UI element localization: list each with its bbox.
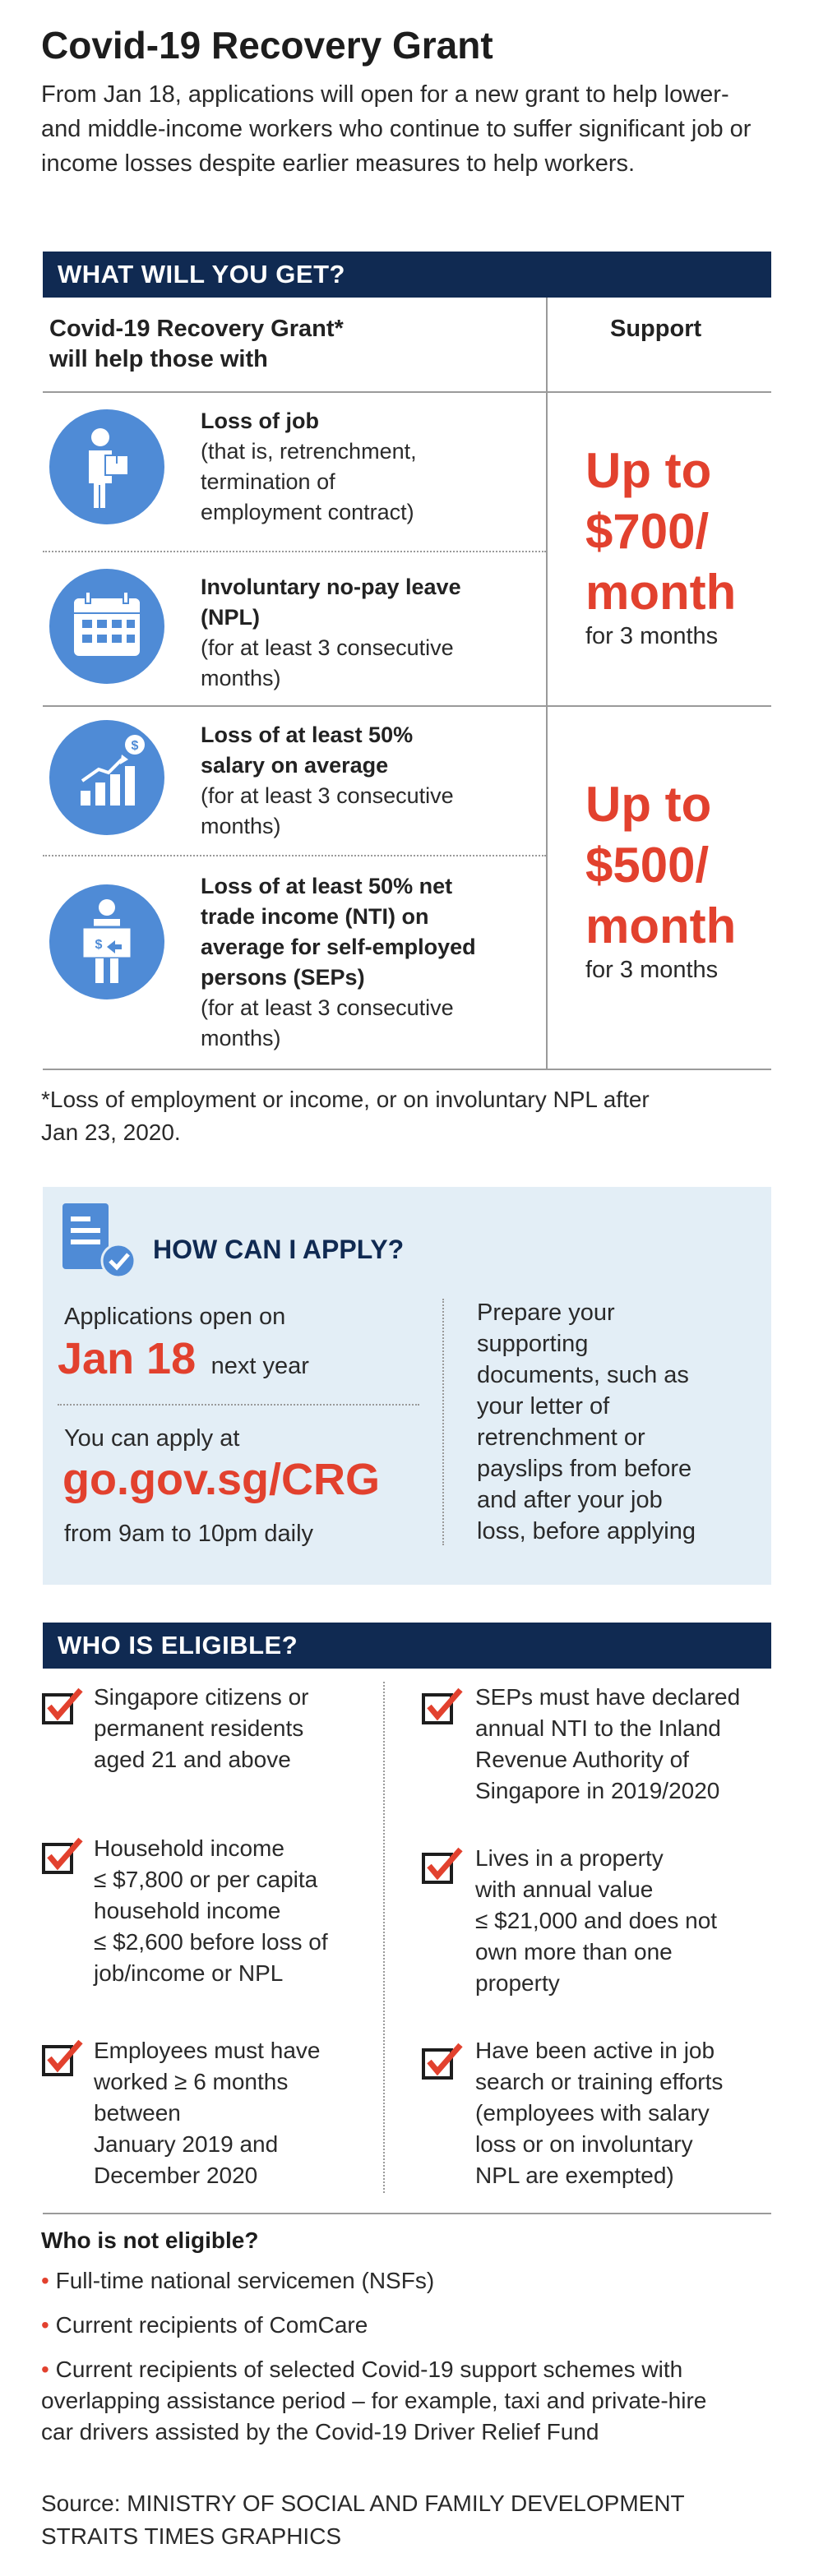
table-bottom-divider — [43, 1069, 771, 1070]
eligible-sep-declared-nti: SEPs must have declared annual NTI to the Inland Revenue Authority of Singapore in 2019/2020 — [475, 1684, 741, 1803]
not-eligible-list — [41, 2265, 773, 2448]
apply-date-suffix: next year — [210, 1353, 309, 1379]
checkbox-icon — [41, 2038, 84, 2078]
eligible-household-income: Household income ≤ $7,800 or per capita household income ≤ $2,600 before loss of job/income or NPL — [94, 1835, 328, 1986]
worker-box-icon — [49, 409, 164, 524]
footnote: *Loss of employment or income, or on involuntary NPL after Jan 23, 2020. — [41, 1087, 650, 1145]
page-title: Covid-19 Recovery Grant — [41, 24, 493, 67]
intro-text: From Jan 18, applications will open for a new grant to help lower- and middle-income workers who continue to suffer significant job or income losses despite earlier measures to help workers. — [41, 81, 752, 177]
item-salary-loss: Loss of at least 50% salary on average (for at least 3 consecutive months) — [201, 722, 454, 838]
applications-open-label: Applications open on — [64, 1304, 286, 1330]
apply-heading: HOW CAN I APPLY? — [153, 1235, 405, 1264]
apply-hours: from 9am to 10pm daily — [64, 1521, 314, 1547]
not-eligible-heading: Who is not eligible? — [41, 2227, 259, 2253]
source-credit: Source: MINISTRY OF SOCIAL AND FAMILY DEVELOPMENT STRAITS TIMES GRAPHICS — [41, 2491, 685, 2549]
header-divider — [43, 391, 771, 393]
eligible-section-bar: WHO IS ELIGIBLE? — [43, 1623, 771, 1669]
list-item: • Current recipients of selected Covid-19 support schemes with overlapping assistance period – for example, taxi and private-hire car drivers assisted by the Covid-19 Driver Relief Fund — [41, 2357, 707, 2444]
row-divider — [43, 551, 546, 552]
svg-text:$: $ — [95, 938, 103, 952]
document-check-icon — [61, 1202, 143, 1281]
row-divider — [43, 855, 546, 856]
checkbox-icon — [41, 1836, 84, 1876]
self-employed-icon — [49, 884, 164, 999]
declining-chart-icon — [49, 720, 164, 835]
apply-url-link[interactable]: go.gov.sg/CRG — [62, 1455, 380, 1504]
eligible-employment-period: Employees must have worked ≥ 6 months between January 2019 and December 2020 — [94, 2038, 321, 2188]
checkbox-icon — [421, 1846, 464, 1886]
prepare-documents-text: Prepare your supporting documents, such as your letter of retrenchment or payslips from before and after your job loss, before applying — [477, 1300, 696, 1544]
eligible-column-divider — [383, 1682, 385, 2193]
apply-date: Jan 18 — [58, 1334, 197, 1383]
column-header-left: Covid-19 Recovery Grant* will help those with — [49, 316, 344, 372]
column-header-support: Support — [610, 316, 702, 342]
calendar-icon — [49, 569, 164, 684]
eligible-job-search: Have been active in job search or training efforts (employees with salary loss or on involuntary NPL are exempted) — [475, 2038, 724, 2188]
group-divider — [43, 705, 771, 707]
svg-text:$: $ — [131, 739, 139, 753]
list-item: • Full-time national servicemen (NSFs) — [41, 2268, 435, 2293]
eligible-property-value: Lives in a property with annual value ≤ $21,000 and does not own more than one property — [475, 1845, 718, 1996]
support-500: Up to $500/ month for 3 months — [585, 777, 737, 983]
checkbox-icon — [421, 2042, 464, 2081]
apply-column-divider — [442, 1299, 444, 1545]
what-section-bar: WHAT WILL YOU GET? — [43, 252, 771, 298]
support-700: Up to $700/ month for 3 months — [585, 443, 737, 649]
item-sep-income-loss: Loss of at least 50% net trade income (NTI) on average for self-employed persons (SEPs) (for at least 3 consecutive months) — [201, 874, 476, 1050]
column-divider — [546, 298, 548, 1069]
item-npl: Involuntary no-pay leave (NPL) (for at least 3 consecutive months) — [201, 575, 461, 690]
item-loss-of-job: Loss of job (that is, retrenchment, termination of employment contract) — [201, 409, 417, 524]
eligible-bottom-divider — [43, 2213, 771, 2214]
apply-url-label: You can apply at — [64, 1425, 240, 1452]
eligible-citizenship: Singapore citizens or permanent residents aged 21 and above — [94, 1684, 309, 1772]
apply-date-line — [58, 1330, 309, 1387]
checkbox-icon — [41, 1687, 84, 1726]
apply-divider — [58, 1404, 419, 1406]
checkbox-icon — [421, 1687, 464, 1726]
list-item: • Current recipients of ComCare — [41, 2312, 368, 2338]
